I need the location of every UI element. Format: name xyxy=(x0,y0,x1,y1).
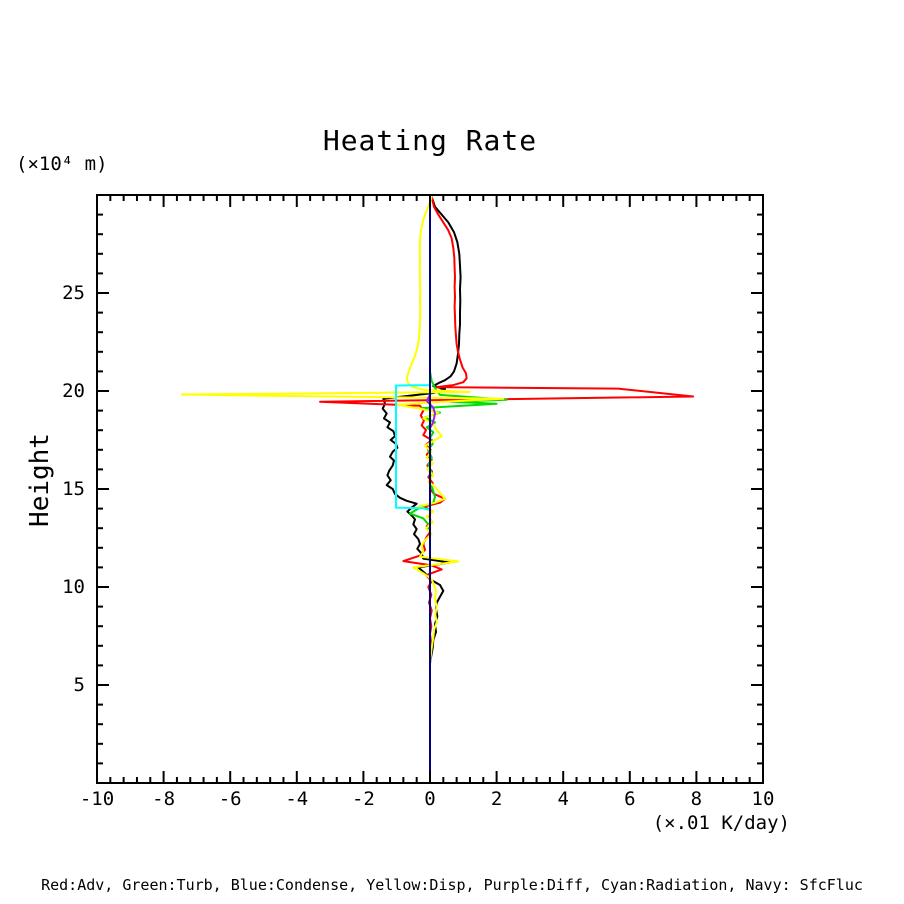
y-tick-label-5: 5 xyxy=(73,674,85,696)
y-tick-label-15: 15 xyxy=(62,478,85,500)
x-tick-label-6: 6 xyxy=(624,788,636,810)
x-tick-label--2: -2 xyxy=(351,788,375,810)
x-tick-label--8: -8 xyxy=(152,788,176,810)
x-tick-label-4: 4 xyxy=(557,788,569,810)
series-lines xyxy=(182,195,693,783)
x-tick-label-8: 8 xyxy=(690,788,703,810)
y-tick-label-20: 20 xyxy=(62,380,85,402)
x-tick-label--10: -10 xyxy=(79,788,115,810)
x-tick-label-2: 2 xyxy=(490,788,503,810)
x-tick-label--6: -6 xyxy=(218,788,242,810)
y-tick-label-25: 25 xyxy=(62,282,85,304)
y-axis-label: Height xyxy=(25,433,55,527)
y-axis-unit-label: (×10⁴ m) xyxy=(16,153,108,175)
series-Adv-line xyxy=(320,197,693,660)
chart-title: Heating Rate xyxy=(322,124,538,157)
x-tick-label-10: 10 xyxy=(751,788,775,810)
y-tick-label-10: 10 xyxy=(62,576,85,598)
series-black-line xyxy=(383,197,461,663)
x-tick-label-0: 0 xyxy=(424,788,436,810)
legend-caption: Red:Adv, Green:Turb, Blue:Condense, Yellow:Disp, Purple:Diff, Cyan:Radiation, Navy: SfcFluc xyxy=(41,876,863,894)
x-tick-label--4: -4 xyxy=(285,788,309,810)
x-axis-unit-label: (×.01 K/day) xyxy=(652,812,790,834)
